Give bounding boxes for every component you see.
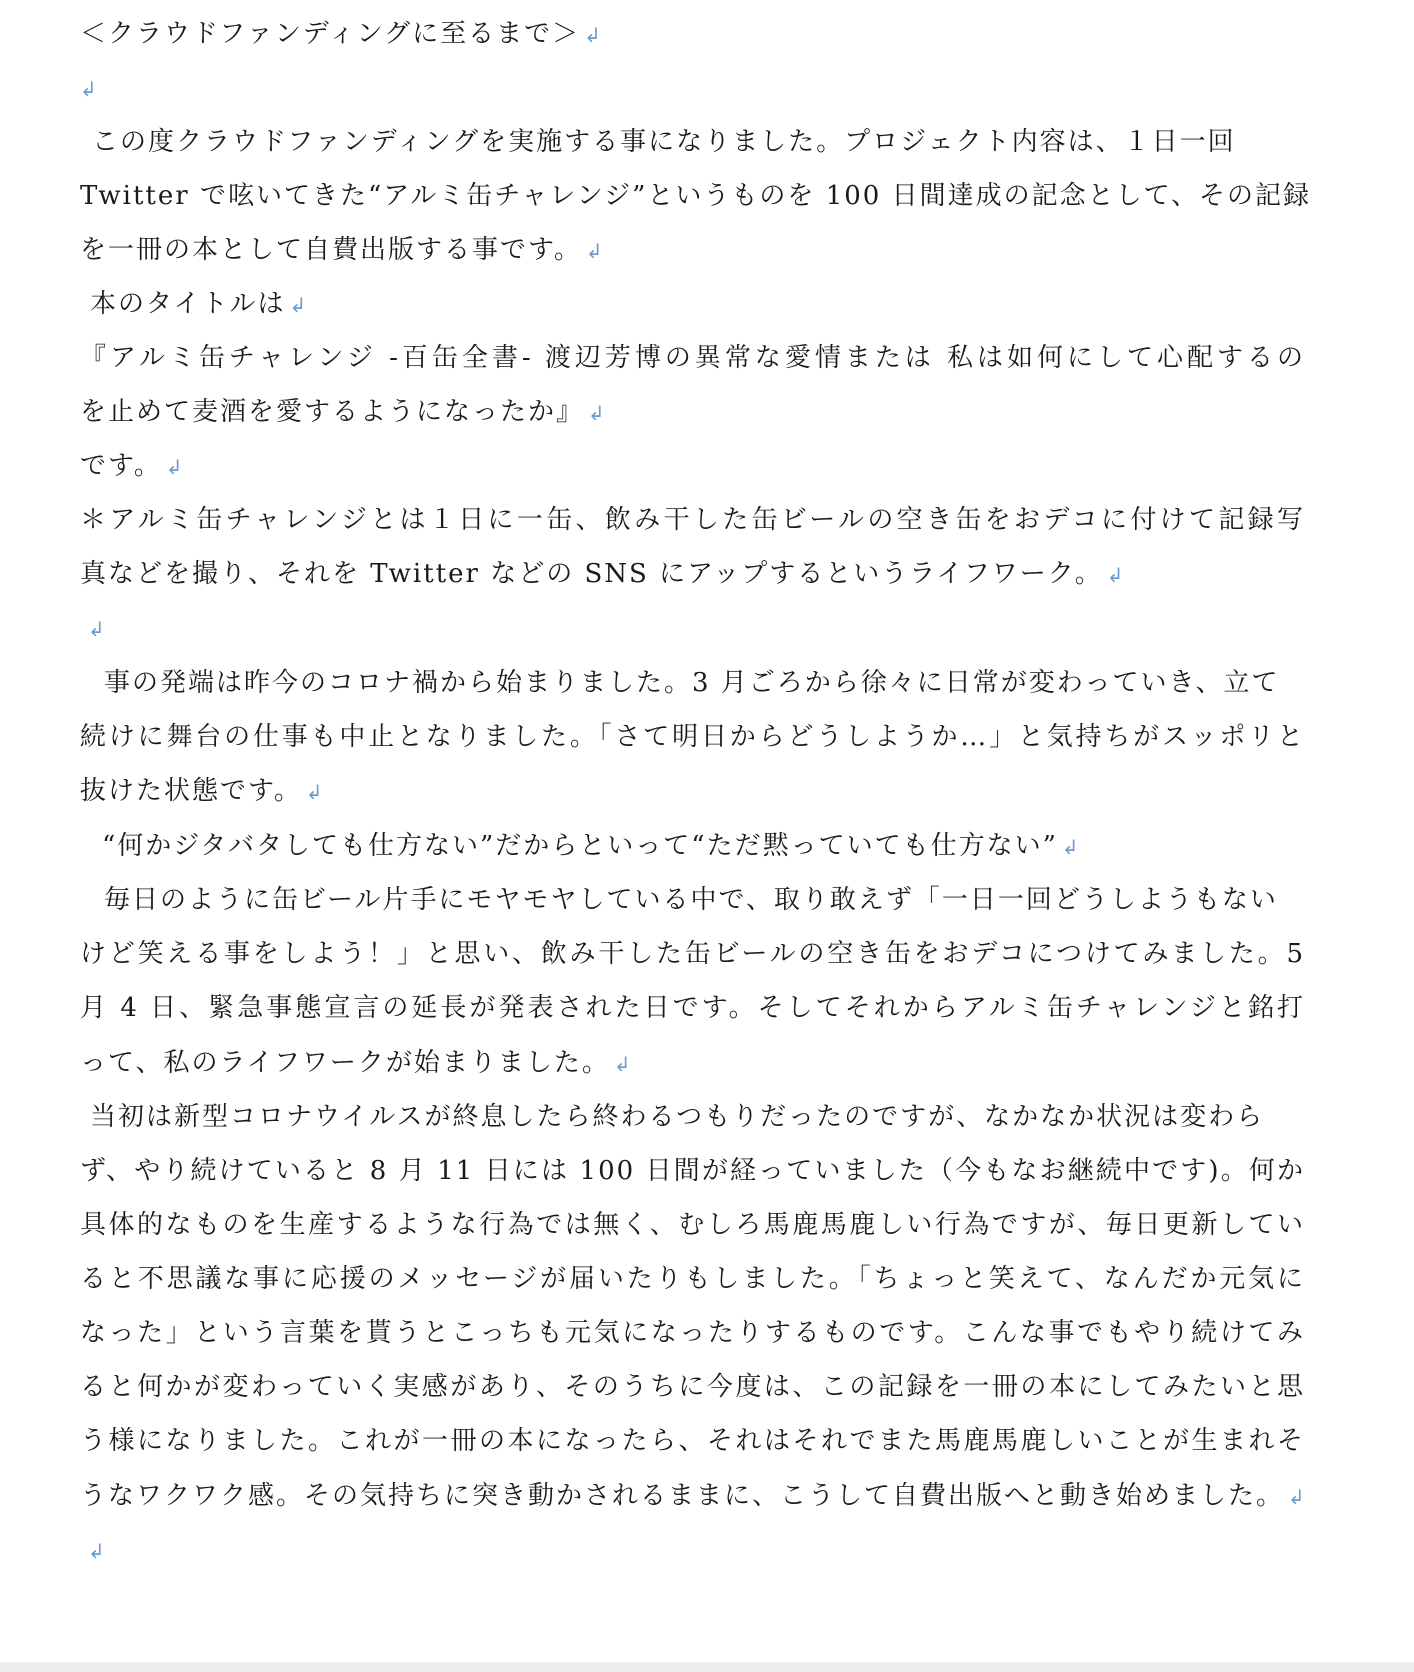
text-line: なった」という言葉を貰うとこっちも元気になったりするものです。こんな事でもやり続けてみ	[80, 1318, 1305, 1348]
paragraph-mark-icon: ↲	[613, 1052, 631, 1076]
paragraph-mark-icon: ↲	[1106, 563, 1124, 587]
text-line: 月 4 日、緊急事態宣言の延長が発表された日です。そしてそれからアルミ缶チャレンジと銘打	[80, 993, 1305, 1023]
text-line: 続けに舞台の仕事も中止となりました。「さて明日からどうしようか…」と気持ちがスッポリと	[80, 722, 1305, 752]
paragraph-mark-icon: ↲	[289, 293, 307, 317]
paragraph-mark-icon: ↲	[88, 1539, 105, 1563]
text-line: けど笑える事をしよう！」と思い、飲み干した缶ビールの空き缶をおデコにつけてみました。5	[80, 939, 1305, 969]
text-line: ると何かが変わっていく実感があり、そのうちに今度は、この記録を一冊の本にしてみたいと思	[80, 1372, 1305, 1402]
paragraph-mark-icon: ↲	[584, 23, 601, 47]
paragraph-mark-icon: ↲	[165, 455, 183, 479]
text-line: を一冊の本として自費出版する事です。 ↲	[80, 235, 603, 265]
text-line: 事の発端は昨今のコロナ禍から始まりました。3 月ごろから徐々に日常が変わっていき、立て	[104, 668, 1280, 698]
text-line: ると不思議な事に応援のメッセージが届いたりもしました。「ちょっと笑えて、なんだか元気に	[80, 1264, 1305, 1294]
text-line: 当初は新型コロナウイルスが終息したら終わるつもりだったのですが、なかなか状況は変わら	[90, 1102, 1265, 1132]
text-line: 抜けた状態です。 ↲	[80, 776, 323, 806]
text-line: って、私のライフワークが始まりました。 ↲	[80, 1048, 631, 1078]
text-line: 本のタイトルは ↲	[90, 289, 307, 319]
title-line: を止めて麦酒を愛するようになったか』 ↲	[80, 397, 605, 427]
text-line: ＊アルミ缶チャレンジとは１日に一缶、飲み干した缶ビールの空き缶をおデコに付けて記録写	[80, 505, 1305, 535]
text-line: Twitter で呟いてきた“アルミ缶チャレンジ”というものを 100 日間達成の記念として、その記録	[80, 181, 1312, 211]
paragraph-mark-icon: ↲	[88, 617, 105, 641]
heading-line: ＜クラウドファンディングに至るまで＞ ↲	[80, 19, 601, 49]
empty-line	[80, 68, 97, 108]
text-line: 具体的なものを生産するような行為では無く、むしろ馬鹿馬鹿しい行為ですが、毎日更新してい	[80, 1210, 1305, 1240]
text-line: です。 ↲	[80, 451, 183, 481]
paragraph-mark-icon: ↲	[585, 239, 603, 263]
page-bottom-edge	[0, 1662, 1414, 1672]
text-line: 真などを撮り、それを Twitter などの SNS にアップするというライフワーク。 ↲	[80, 559, 1124, 589]
text-line: 毎日のように缶ビール片手にモヤモヤしている中で、取り敢えず「一日一回どうしようもない	[104, 885, 1278, 915]
paragraph-mark-icon: ↲	[305, 780, 323, 804]
paragraph-mark-icon: ↲	[1288, 1485, 1305, 1509]
title-line: 『アルミ缶チャレンジ -百缶全書- 渡辺芳博の異常な愛情または 私は如何にして心配するの	[80, 343, 1305, 373]
paragraph-mark-icon: ↲	[1061, 835, 1079, 859]
text-line: う様になりました。これが一冊の本になったら、それはそれでまた馬鹿馬鹿しいことが生まれそ	[80, 1426, 1305, 1456]
text-line: “何かジタバタしても仕方ない”だからといって“ただ黙っていても仕方ない” ↲	[102, 831, 1079, 861]
empty-line	[88, 608, 105, 648]
empty-line	[88, 1530, 105, 1570]
text-line: この度クラウドファンディングを実施する事になりました。プロジェクト内容は、１日一回	[92, 127, 1236, 157]
paragraph-mark-icon: ↲	[80, 77, 97, 101]
text-line: ず、やり続けていると 8 月 11 日には 100 日間が経っていました（今もなお継続中です)。何か	[80, 1156, 1305, 1186]
paragraph-mark-icon: ↲	[588, 401, 605, 425]
text-line: うなワクワク感。その気持ちに突き動かされるままに、こうして自費出版へと動き始めました。 ↲	[80, 1481, 1305, 1511]
